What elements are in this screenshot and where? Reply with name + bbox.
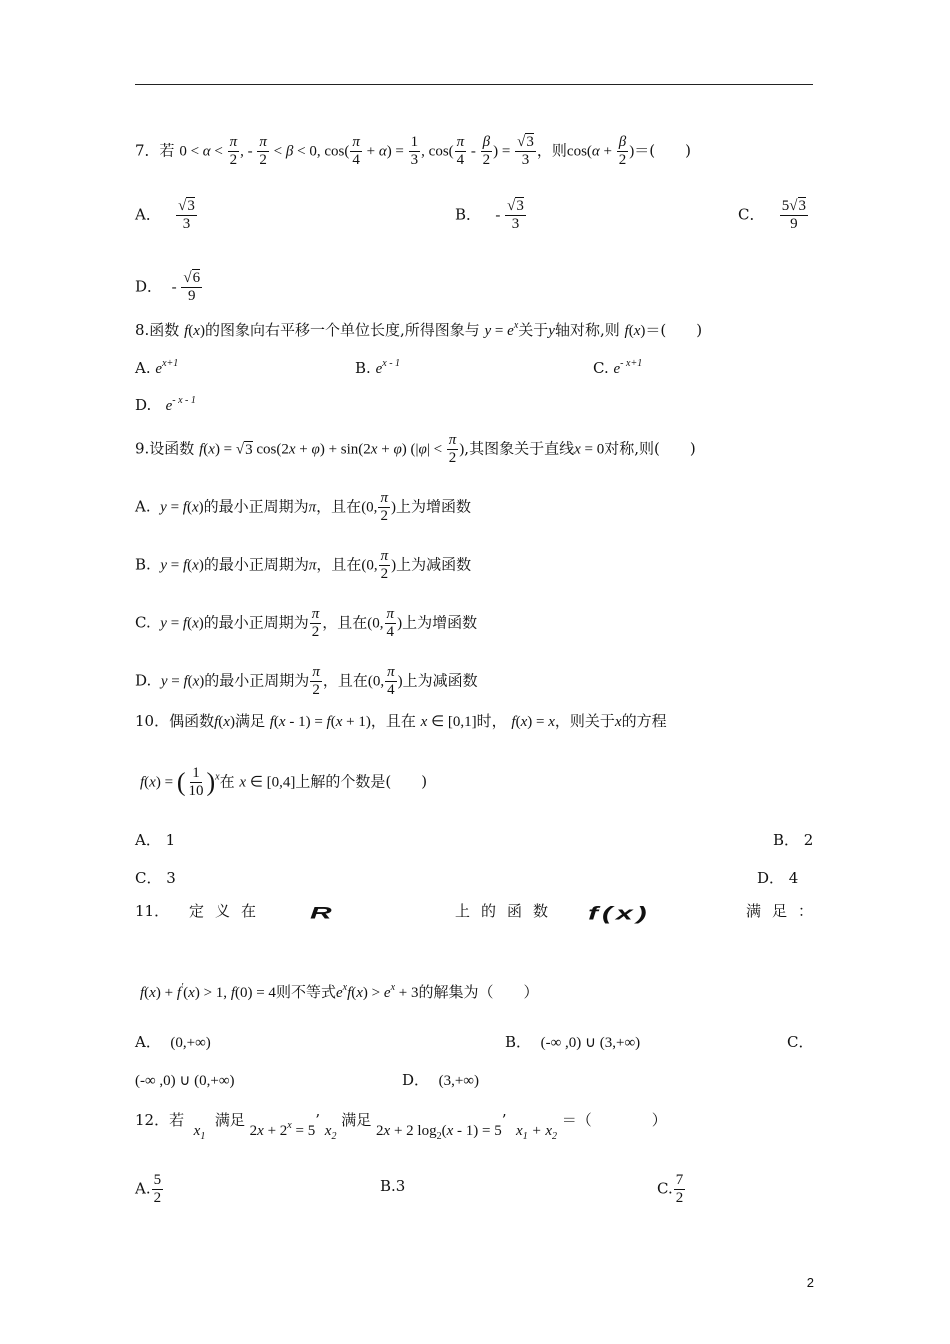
q11-option-d: D． (3,+∞) bbox=[402, 1071, 479, 1089]
header-rule bbox=[135, 84, 813, 85]
page-number: 2 bbox=[806, 1275, 814, 1290]
q11-word-num: 11． bbox=[135, 902, 170, 920]
q11-option-b: B． (-∞ ,0) ∪ (3,+∞) bbox=[505, 1033, 641, 1051]
question-7-stem: 7．若 0 < α < $\frac{\pi}{2}$ , - $\frac{\pi}{2}$ < β < 0, cos( $\frac{\pi}{4}$ + α) = $\frac{1}{3}$ , cos( $\frac{\pi}{4}$ - $\frac{\beta}{2}$ ) = $\frac{√3}{3}$ ，则cos(α + $\frac{\beta}{2}$ )＝( ) bbox=[135, 134, 691, 168]
q10-option-d: D． 4 bbox=[757, 869, 799, 887]
q8-option-d: D. $e^{- x - 1}$ bbox=[135, 395, 196, 414]
q11-word-man: 满 bbox=[746, 902, 762, 920]
q7-number: 7．若 bbox=[135, 141, 175, 160]
q9-option-c: C. y = f(x)的最小正周期为 $\frac{\pi}{2}$ ，且在(0, $\frac{\pi}{4}$ )上为增函数 bbox=[135, 606, 478, 640]
q11-word-de: 的 bbox=[481, 902, 497, 920]
q10-option-c: C． 3 bbox=[135, 869, 176, 887]
q9-option-b: B. y = f(x)的最小正周期为π，且在(0, $\frac{\pi}{2}$ )上为减函数 bbox=[135, 548, 472, 582]
q11-option-a: A． (0,+∞) bbox=[135, 1033, 211, 1051]
q7-option-c: C． $\frac{5√3}{9}$ bbox=[738, 198, 807, 232]
q12-option-b: B.3 bbox=[380, 1177, 406, 1195]
q10-equation-line: f(x) = ( $\frac{1}{10}$ )$^x$在 x ∈ [0,4]上解的个数是( ) bbox=[140, 765, 428, 799]
question-8-stem: 8.函数 f(x)的图象向右平移一个单位长度,所得图象与 $y = e^x$关于y轴对称,则 f(x)＝( ) bbox=[135, 320, 703, 339]
q10-option-a: A． 1 bbox=[135, 831, 176, 849]
q12-option-c: C. $\frac{7}{2}$ bbox=[657, 1172, 684, 1206]
q8-option-b: B. $e^{x - 1}$ bbox=[355, 358, 401, 377]
q7-option-a: A． $\frac{√3}{3}$ bbox=[135, 198, 195, 232]
q11-option-c-label: C． bbox=[787, 1033, 814, 1051]
q11-word-zu: 足 bbox=[772, 902, 788, 920]
q11-word-ding: 定 bbox=[189, 902, 205, 920]
q10-option-b: B． 2 bbox=[773, 831, 814, 849]
question-9-stem: 9.设函数 f(x) = √3 cos(2x + φ) + sin(2x + φ) (|φ| < $\frac{\pi}{2}$ ),其图象关于直线x = 0对称,则( ) bbox=[135, 432, 696, 466]
q11-word-shu: 数 bbox=[533, 902, 549, 920]
question-12-stem: 12．若 $x_1$ 满足 $2x + 2^x = 5$’ $x_2$ 满足 2x + 2 $\log_2(x - 1) = 5$’ $x_1 + x_2$ ＝（ ） bbox=[135, 1111, 667, 1142]
q11-set-r-image: R bbox=[310, 904, 336, 923]
q11-fx-image: f(x) bbox=[588, 904, 651, 924]
q11-option-c: (-∞ ,0) ∪ (0,+∞) bbox=[135, 1073, 235, 1089]
q7-option-b: B． - $\frac{√3}{3}$ bbox=[455, 198, 524, 232]
q8-option-c: C. $e^{- x+1}$ bbox=[593, 358, 643, 377]
q8-option-a: A. $e^{x+1}$ bbox=[135, 358, 179, 377]
q7-option-d: D． - $\frac{√6}{9}$ bbox=[135, 270, 201, 304]
q11-word-colon: ： bbox=[798, 902, 814, 920]
q12-option-a: A. $\frac{5}{2}$ bbox=[135, 1172, 162, 1206]
q11-word-shang: 上 bbox=[455, 902, 471, 920]
question-10-stem: 10．偶函数f(x)满足 f(x - 1) = f(x + 1)，且在 x ∈ [0,1]时， f(x) = x，则关于x的方程 bbox=[135, 712, 667, 730]
q11-word-han: 函 bbox=[507, 902, 523, 920]
q11-condition-line: f(x) + f′(x) > 1, f(0) = 4则不等式$e^xf(x) > e^x + 3$的解集为（ ） bbox=[140, 982, 539, 1001]
q9-option-d: D. y = f(x)的最小正周期为 $\frac{\pi}{2}$ ，且在(0, $\frac{\pi}{4}$ )上为减函数 bbox=[135, 664, 478, 698]
q11-word-yi: 义 bbox=[215, 902, 231, 920]
q11-word-zai: 在 bbox=[241, 902, 257, 920]
q9-option-a: A. y = f(x)的最小正周期为π，且在(0, $\frac{\pi}{2}$ )上为增函数 bbox=[135, 490, 471, 524]
